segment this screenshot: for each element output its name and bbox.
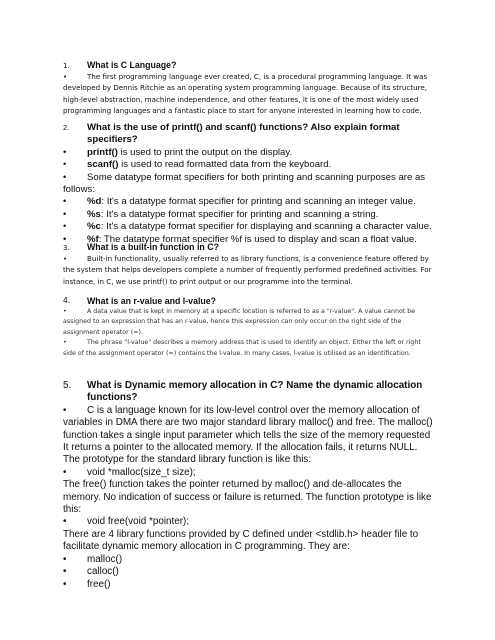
- question-number: 1.: [63, 61, 70, 70]
- bullet: • %f: The datatype format specifier %f is used to display and scan a float value.: [63, 233, 417, 245]
- bullet: • Built-in functionality, usually referred to as library functions, is a convenience feature offered by the system that helps developers complete a number of frequently performed predefined activities. For instance, in C, we use printf() to print output or our programme into the terminal.: [63, 254, 432, 286]
- question-3-heading: [63, 242, 435, 253]
- question-2-heading: [63, 122, 435, 147]
- question-title: What is an r-value and l-value?: [87, 296, 217, 306]
- list-item: • calloc(): [63, 566, 119, 578]
- bullet: • The phrase "l-value" describes a memory address that is used to identify an object. Either the left or right side of the assignment operator (=) contains the l-value. In many cases, l-value is utilised as an identification.: [63, 339, 421, 357]
- bullet: • %c: It's a datatype format specifier for displaying and scanning a character value.: [63, 221, 432, 233]
- list-item: • free(): [63, 578, 111, 590]
- question-5-heading: [63, 380, 435, 405]
- question-title: What is the use of printf() and scanf() functions? Also explain format specifiers?: [87, 122, 400, 146]
- question-number: 4.: [63, 296, 71, 305]
- question-5: [63, 380, 435, 591]
- bullet: • %d: It's a datatype format specifier for printing and scanning an integer value.: [63, 196, 416, 208]
- list-item: • malloc(): [63, 553, 123, 565]
- question-1-heading: [63, 60, 435, 71]
- bullet: • The first programming language ever created, C, is a procedural programming language. It was developed by Dennis Ritchie as an operating system programming language. Because of its structure, high-level abstraction, machine independence, and other features, it is one of the most widely used programming languages and a fantastic place to start for anyone interested in learning how to code.: [63, 72, 428, 115]
- question-title: What is Dynamic memory allocation in C? Name the dynamic allocation functions?: [87, 380, 423, 404]
- paragraph: The free() function takes the pointer returned by malloc() and de-allocates the memory. No indication of success or failure is returned. The function prototype is like this:: [63, 479, 432, 516]
- question-1: [63, 60, 435, 116]
- bullet: • Some datatype format specifiers for both printing and scanning purposes are as follows:: [63, 171, 426, 196]
- bullet: • %s: It's a datatype format specifier for printing and scanning a string.: [63, 208, 379, 220]
- question-number: 2.: [63, 123, 70, 132]
- question-4: [63, 296, 435, 360]
- question-title: What is a built-in function in C?: [87, 242, 219, 252]
- bullet: • C is a language known for its low-level control over the memory allocation of variables in DMA there are two major standard library malloc() and free. The malloc() function takes a single input parameter which tells the size of the memory requested It returns a pointer to the allocated memory. If the allocation fails, it returns NULL. The prototype for the standard library function is like this:: [63, 404, 433, 466]
- bullet: • void *malloc(size_t size);: [63, 466, 196, 478]
- question-number: 5.: [63, 380, 72, 391]
- bullet: • scanf() is used to read formatted data from the keyboard.: [63, 159, 332, 171]
- question-title: What is C Language?: [87, 60, 177, 70]
- bullet: • void free(void *pointer);: [63, 516, 190, 528]
- paragraph: There are 4 library functions provided by C defined under <stdlib.h> header file to facilitate dynamic memory allocation in C programming. They are:: [63, 528, 419, 553]
- question-4-heading: [63, 296, 435, 307]
- bullet: • printf() is used to print the output on the display.: [63, 146, 293, 158]
- question-number: 3.: [63, 243, 70, 252]
- question-3: [63, 242, 435, 287]
- question-2: [63, 122, 435, 246]
- bullet: • A data value that is kept in memory at a specific location is referred to as a "r-value". A value cannot be assigned to an expression that has an r-value, hence this expression can only occur on the right side of the assignment operator (=).: [63, 307, 416, 336]
